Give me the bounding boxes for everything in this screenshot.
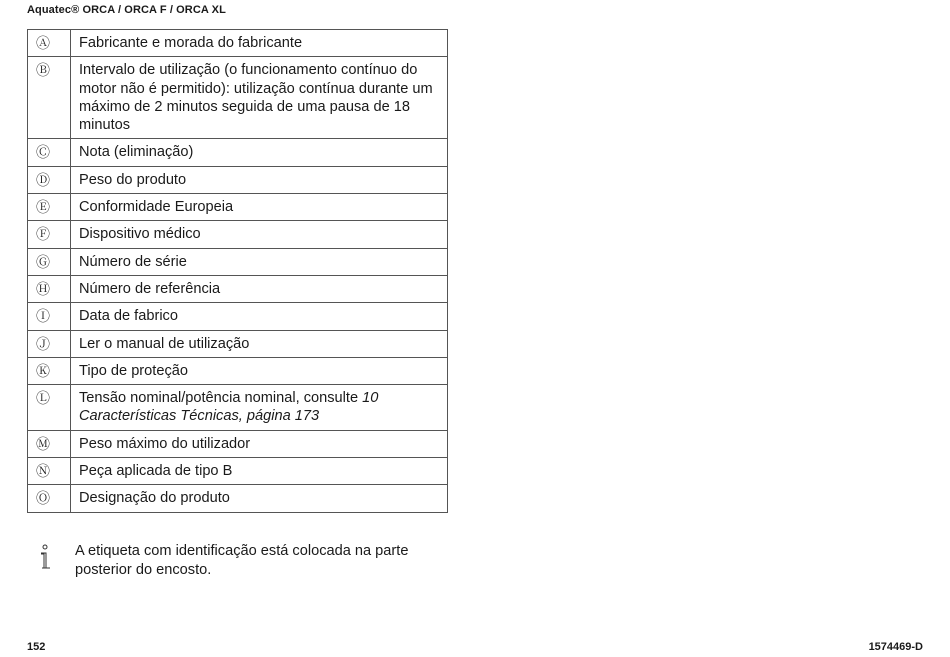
legend-row — [28, 275, 448, 302]
legend-key: Ⓘ — [28, 303, 71, 330]
legend-row — [28, 221, 448, 248]
legend-row — [28, 194, 448, 221]
legend-row — [28, 57, 448, 139]
legend-description — [71, 221, 448, 248]
legend-row — [28, 458, 448, 485]
legend-description — [71, 194, 448, 221]
legend-description — [71, 385, 448, 431]
legend-row — [28, 139, 448, 166]
legend-row — [28, 485, 448, 512]
legend-key: Ⓛ — [28, 385, 71, 431]
legend-key: Ⓞ — [28, 485, 71, 512]
legend-description-text: Intervalo de utilização (o funcionamento contínuo do motor não é permitido): utilização contínua durante um máximo de 2 minutos seguida de uma pausa de 18 minutos — [79, 62, 433, 134]
legend-key: Ⓚ — [28, 357, 71, 384]
legend-key: Ⓗ — [28, 275, 71, 302]
legend-description — [71, 330, 448, 357]
legend-row — [28, 303, 448, 330]
legend-description-text: Número de referência — [79, 280, 221, 297]
legend-row — [28, 357, 448, 384]
legend-description-text: Designação do produto — [79, 490, 230, 507]
legend-description — [71, 458, 448, 485]
document-header: Aquatec® ORCA / ORCA F / ORCA XL — [27, 4, 226, 16]
legend-description-text: Peça aplicada de tipo B — [79, 463, 233, 480]
info-note — [36, 542, 448, 580]
legend-row — [28, 330, 448, 357]
legend-description — [71, 248, 448, 275]
note-text: A etiqueta com identificação está colocada na parte posterior do encosto. — [75, 543, 409, 578]
legend-description-text: Data de fabrico — [79, 308, 178, 325]
legend-key: Ⓖ — [28, 248, 71, 275]
page-number: 152 — [27, 641, 46, 653]
legend-key: Ⓐ — [28, 30, 71, 57]
legend-description-text: Número de série — [79, 253, 187, 270]
legend-description — [71, 357, 448, 384]
legend-description — [71, 485, 448, 512]
legend-key: Ⓑ — [28, 57, 71, 139]
legend-key: Ⓝ — [28, 458, 71, 485]
legend-description — [71, 166, 448, 193]
legend-description — [71, 139, 448, 166]
legend-description-text: Peso máximo do utilizador — [79, 435, 251, 452]
legend-key: Ⓙ — [28, 330, 71, 357]
legend-description — [71, 430, 448, 457]
legend-row — [28, 166, 448, 193]
document-id: 1574469-D — [868, 641, 923, 653]
legend-description-text: Tipo de proteção — [79, 362, 188, 379]
legend-description-text: Ler o manual de utilização — [79, 335, 250, 352]
legend-description-text: Fabricante e morada do fabricante — [79, 35, 303, 51]
legend-key: Ⓕ — [28, 221, 71, 248]
legend-row — [28, 30, 448, 57]
legend-description-text: Conformidade Europeia — [79, 199, 234, 216]
legend-description — [71, 30, 448, 57]
legend-description-text: Dispositivo médico — [79, 226, 201, 243]
legend-description — [71, 275, 448, 302]
legend-description — [71, 303, 448, 330]
legend-row — [28, 385, 448, 431]
legend-key: Ⓒ — [28, 139, 71, 166]
legend-key: Ⓜ — [28, 430, 71, 457]
legend-description-text: Peso do produto — [79, 171, 187, 188]
legend-description-text: Nota (eliminação) — [79, 144, 194, 161]
legend-description-text: Tensão nominal/potência nominal, consulte — [79, 390, 363, 407]
legend-description — [71, 57, 448, 139]
label-legend-table — [27, 29, 448, 513]
legend-key: Ⓔ — [28, 194, 71, 221]
cross-reference-link[interactable]: 10 Características Técnicas, página 173 — [79, 390, 379, 425]
legend-row — [28, 430, 448, 457]
info-icon — [36, 544, 54, 572]
legend-key: Ⓓ — [28, 166, 71, 193]
legend-row — [28, 248, 448, 275]
